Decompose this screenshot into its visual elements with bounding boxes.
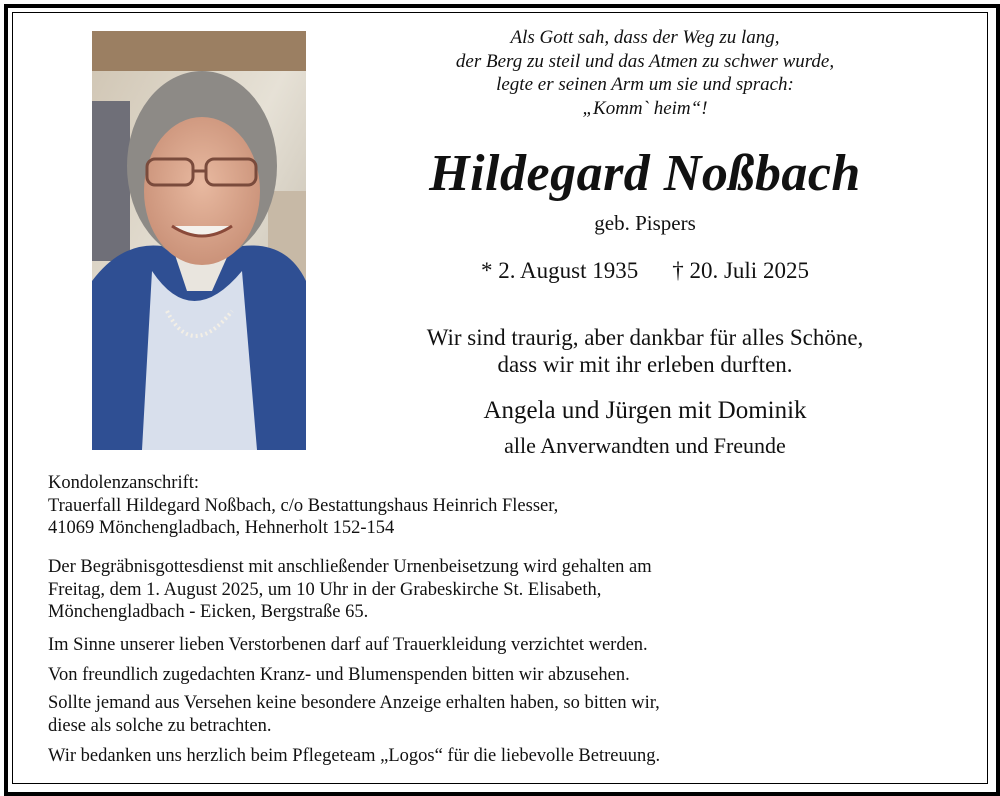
condolence-address xyxy=(48,472,948,540)
service-info xyxy=(48,556,948,624)
verse-line: der Berg zu steil und das Atmen zu schwer wurde, xyxy=(455,50,835,72)
verse-line: „Komm` heim“! xyxy=(582,97,708,119)
service-line: Mönchengladbach - Eicken, Bergstraße 65. xyxy=(48,602,369,622)
death-date: † 20. Juli 2025 xyxy=(672,258,809,283)
condolence-line: Kondolenzanschrift: xyxy=(48,473,200,493)
notice-line: Sollte jemand aus Versehen keine besondere Anzeige erhalten haben, so bitten wir, xyxy=(48,693,660,713)
birth-date: * 2. August 1935 xyxy=(481,258,639,283)
thanks-note-text: Wir bedanken uns herzlich beim Pflegeteam „Logos“ für die liebevolle Betreuung. xyxy=(48,746,661,766)
clothing-note xyxy=(48,634,948,657)
service-line: Der Begräbnisgottesdienst mit anschließender Urnenbeisetzung wird gehalten am xyxy=(48,557,652,577)
condolence-line: Trauerfall Hildegard Noßbach, c/o Bestattungshaus Heinrich Flesser, xyxy=(48,495,559,516)
flowers-note xyxy=(48,664,948,687)
mourning-quote xyxy=(330,324,960,378)
notice-line: diese als solche zu betrachten. xyxy=(48,715,272,736)
quote-line: dass wir mit ihr erleben durften. xyxy=(497,352,793,377)
mourners-primary: Angela und Jürgen mit Dominik xyxy=(483,397,807,424)
flowers-note-text: Von freundlich zugedachten Kranz- und Blumenspenden bitten wir abzusehen. xyxy=(48,665,630,685)
service-line: Freitag, dem 1. August 2025, um 10 Uhr in der Grabeskirche St. Elisabeth, xyxy=(48,579,602,600)
portrait-photo xyxy=(92,31,306,450)
verse xyxy=(360,26,930,120)
verse-line: Als Gott sah, dass der Weg zu lang, xyxy=(510,27,780,48)
deceased-name: Hildegard Noßbach xyxy=(429,145,861,202)
portrait-illustration xyxy=(92,31,306,450)
notice-note xyxy=(48,692,948,737)
mourners-secondary: alle Anverwandten und Freunde xyxy=(504,433,786,458)
thanks-note xyxy=(48,745,948,768)
quote-line: Wir sind traurig, aber dankbar für alles Schöne, xyxy=(426,325,864,350)
verse-line: legte er seinen Arm um sie und sprach: xyxy=(496,74,794,95)
maiden-name: geb. Pispers xyxy=(594,211,696,235)
clothing-note-text: Im Sinne unserer lieben Verstorbenen darf auf Trauerkleidung verzichtet werden. xyxy=(48,635,648,655)
condolence-line: 41069 Mönchengladbach, Hehnerholt 152-154 xyxy=(48,518,395,538)
life-dates xyxy=(330,256,960,286)
